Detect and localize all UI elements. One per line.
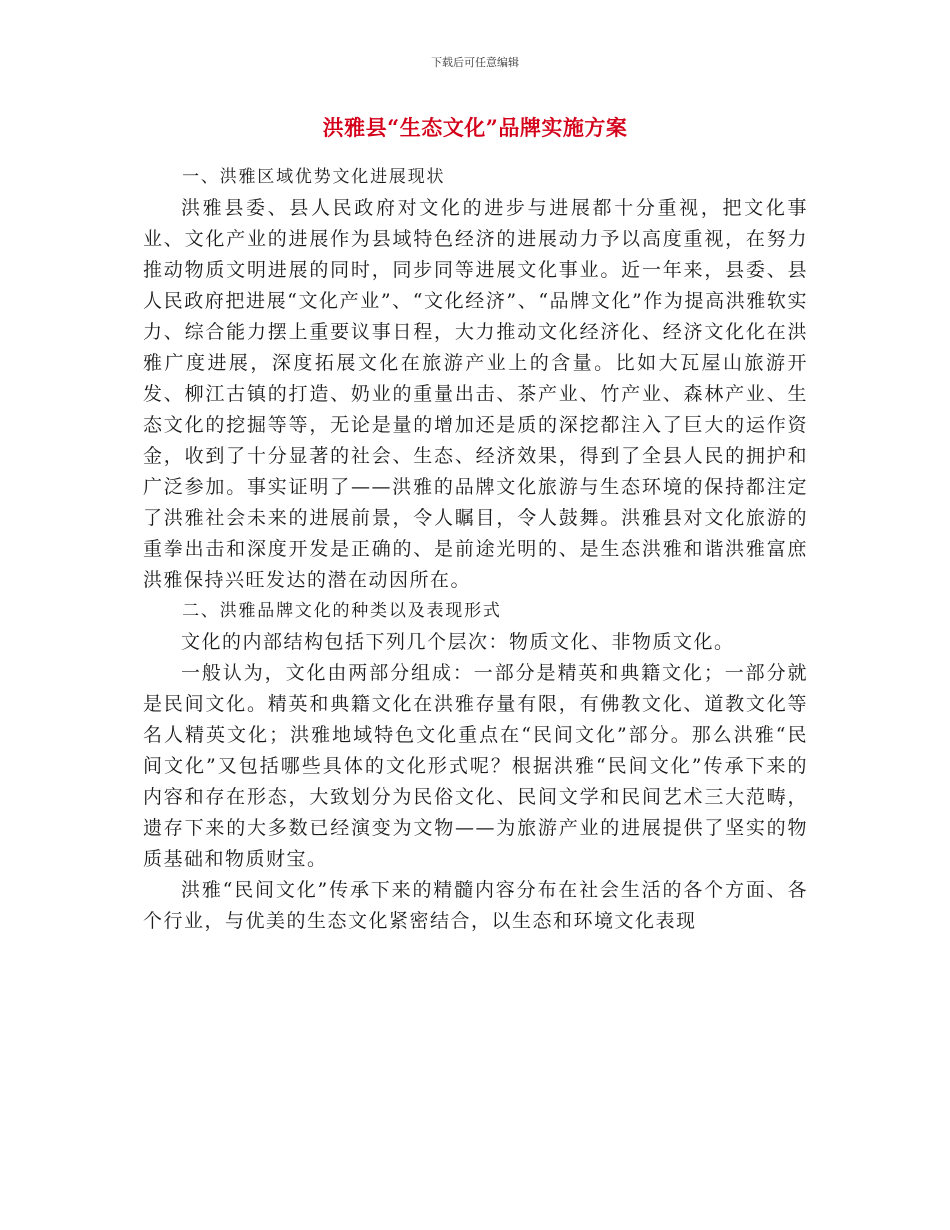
- section-heading-2: 二、洪雅品牌文化的种类以及表现形式: [182, 601, 502, 621]
- paragraph: 洪雅“民间文化”传承下来的精髓内容分布在社会生活的各个方面、各个行业，与优美的生态文化紧密结合，以生态和环境文化表现: [143, 879, 808, 932]
- header-note: 下载后可任意编辑: [431, 56, 519, 69]
- paragraph: 文化的内部结构包括下列几个层次：物质文化、非物质文化。: [181, 631, 735, 653]
- section-heading-1: 一、洪雅区域优势文化进展现状: [182, 167, 446, 187]
- paragraph: 洪雅县委、县人民政府对文化的进步与进展都十分重视，把文化事业、文化产业的进展作为县域特色经济的进展动力予以高度重视，在努力推动物质文明进展的同时，同步同等进展文化事业。近一年来，县委、县人民政府把进展“文化产业”、“文化经济”、“品牌文化”作为提高洪雅软实力、综合能力摆上重要议事日程，大力推动文化经济化、经济文化化在洪雅广度进展，深度拓展文化在旅游产业上的含量。比如大瓦屋山旅游开发、柳江古镇的打造、奶业的重量出击、茶产业、竹产业、森林产业、生态文化的挖掘等等，无论是量的增加还是质的深挖都注入了巨大的运作资金，收到了十分显著的社会、生态、经济效果，得到了全县人民的拥护和广泛参加。事实证明了——洪雅的品牌文化旅游与生态环境的保持都注定了洪雅社会未来的进展前景，令人瞩目，令人鼓舞。洪雅县对文化旅游的重拳出击和深度开发是正确的、是前途光明的、是生态洪雅和谐洪雅富庶洪雅保持兴旺发达的潜在动因所在。: [143, 197, 808, 591]
- document-title: 洪雅县“生态文化”品牌实施方案: [322, 115, 628, 140]
- paragraph: 一般认为，文化由两部分组成：一部分是精英和典籍文化；一部分就是民间文化。精英和典籍文化在洪雅存量有限，有佛教文化、道教文化等名人精英文化；洪雅地域特色文化重点在“民间文化”部分。那么洪雅“民间文化”又包括哪些具体的文化形式呢？根据洪雅“民间文化”传承下来的内容和存在形态，大致划分为民俗文化、民间文学和民间艺术三大范畴，遗存下来的大多数已经演变为文物——为旅游产业的进展提供了坚实的物质基础和物质财宝。: [143, 662, 808, 870]
- document-body: [143, 162, 808, 937]
